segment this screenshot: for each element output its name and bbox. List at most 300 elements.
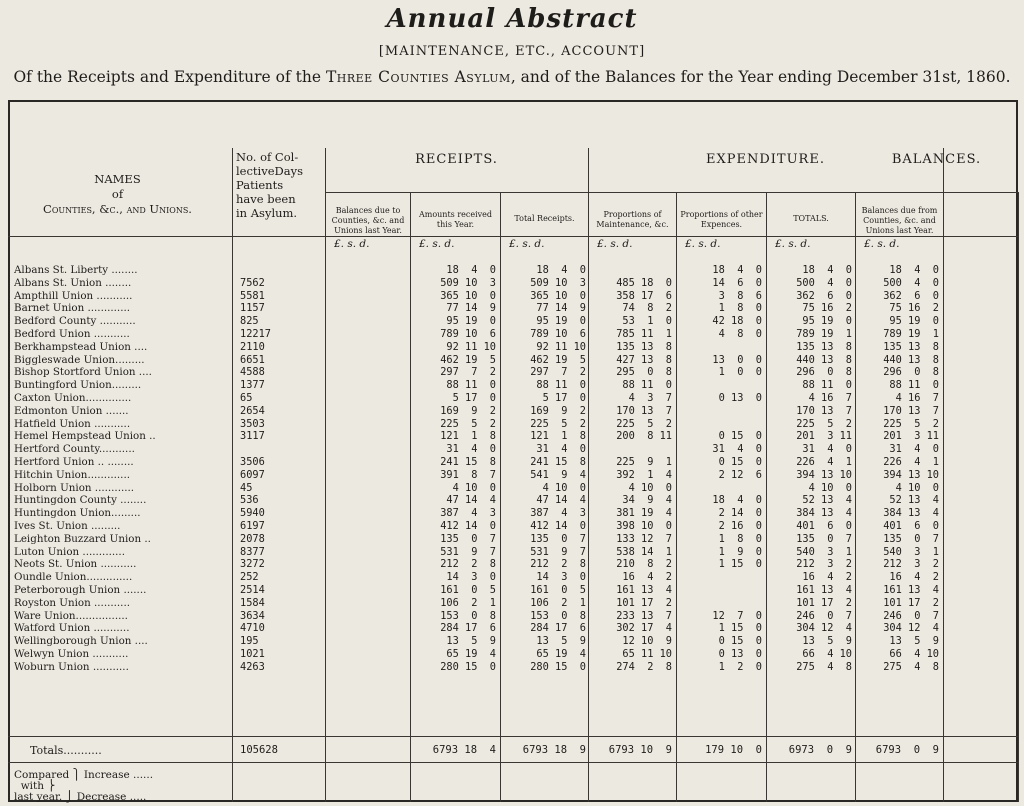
cell-days: 1377 (240, 379, 265, 392)
cell-total: 88 11 0 (536, 379, 586, 392)
cell-grand: 135 0 7 (883, 532, 939, 545)
cell-other: 0 15 0 (718, 635, 762, 648)
cell-totals: 212 3 2 (796, 558, 852, 571)
cell-other: 2 14 0 (718, 507, 762, 520)
row-name: Peterborough Union ....... (14, 583, 147, 596)
row-name: Albans St. Liberty ........ (14, 264, 138, 276)
cell-grand: 362 6 0 (883, 289, 939, 302)
cell-grand: 384 13 4 (883, 507, 939, 520)
divider (8, 762, 1018, 763)
balances-header: BALANCES. (891, 152, 982, 167)
cell-maint: 225 5 2 (616, 417, 672, 430)
compared-line2: with (20, 780, 45, 792)
cell-other: 12 7 0 (712, 609, 762, 622)
cell-recv: 225 5 2 (440, 417, 496, 430)
cell-grand: 401 6 0 (883, 519, 939, 532)
totals-label: Totals........... (30, 744, 102, 757)
subheader-total-receipts: Total Receipts. (514, 214, 575, 223)
cell-days: 4710 (240, 622, 265, 635)
cell-days (240, 264, 320, 277)
page-heading (0, 68, 1024, 86)
row-name: Luton Union ............. (14, 545, 125, 558)
cell-recv: 462 19 5 (440, 353, 496, 366)
subheader-line: Proportions of (603, 210, 662, 219)
cell-other: 1 2 0 (718, 660, 762, 673)
cell-recv: 387 4 3 (440, 507, 496, 520)
page-title: Annual Abstract (386, 4, 638, 34)
cell-days: 4588 (240, 366, 265, 379)
cell-other: 0 15 0 (718, 430, 762, 443)
cell-maint: 225 9 1 (616, 455, 672, 468)
cell-total: 365 10 0 (530, 289, 586, 302)
cell-days: 8377 (240, 545, 265, 558)
cell-total: 169 9 2 (530, 404, 586, 417)
units-label: £. s. d. (775, 238, 811, 250)
cell-grand: 225 5 2 (883, 417, 939, 430)
cell-maint: 88 11 0 (622, 379, 672, 392)
cell-other: 1 8 0 (718, 302, 762, 315)
heading-part2: , and of the Balances for the Year ending December 31st, 1860. (510, 68, 1011, 86)
row-name: Hitchin Union............. (14, 468, 130, 481)
row-name: Buntingford Union......... (14, 379, 142, 392)
cell-days: 3506 (240, 455, 265, 468)
patients-header-line: Patients (236, 178, 284, 192)
divider (500, 192, 501, 802)
compared-decrease: Decrease ..... (76, 791, 147, 803)
subheader-line: Expences. (700, 220, 743, 229)
cell-totals: 4 16 7 (808, 391, 852, 404)
cell-other: 31 4 0 (712, 443, 762, 456)
cell-other: 42 18 0 (712, 315, 762, 328)
cell-other: 1 0 0 (718, 366, 762, 379)
cell-maint: 233 13 7 (616, 609, 672, 622)
cell-maint: 135 13 8 (616, 340, 672, 353)
cell-total: 541 9 4 (530, 468, 586, 481)
cell-totals: 440 13 8 (796, 353, 852, 366)
cell-grand: 95 19 0 (889, 315, 939, 328)
row-name: Berkhampstead Union .... (14, 340, 148, 353)
subheader-line: Amounts received (418, 210, 493, 219)
cell-grand: 170 13 7 (883, 404, 939, 417)
divider (943, 148, 944, 802)
amounts-column (412, 264, 496, 674)
cell-other: 14 6 0 (712, 276, 762, 289)
cell-grand: 4 10 0 (895, 481, 939, 494)
cell-other (678, 597, 762, 610)
divider (766, 192, 767, 802)
cell-totals: 246 0 7 (796, 609, 852, 622)
units-label: £. s. d. (597, 238, 633, 250)
cell-maint: 358 17 6 (616, 289, 672, 302)
cell-total: 92 11 10 (536, 340, 586, 353)
subheader-bal-due-from (856, 206, 943, 236)
cell-other (678, 405, 762, 418)
cell-grand: 226 4 1 (883, 455, 939, 468)
cell-total: 65 19 4 (536, 647, 586, 660)
row-name: Huntingdon County ........ (14, 494, 147, 507)
subheader-prop-maint (589, 210, 676, 230)
cell-totals: 88 11 0 (802, 379, 852, 392)
cell-totals: 16 4 2 (802, 571, 852, 584)
cell-days: 6097 (240, 468, 265, 481)
cell-totals: 31 4 0 (802, 443, 852, 456)
cell-grand: 275 4 8 (883, 660, 939, 673)
cell-days: 195 (240, 635, 259, 648)
row-name: Woburn Union ........... (14, 660, 129, 673)
cell-grand: 212 3 2 (883, 558, 939, 571)
names-header (10, 172, 225, 217)
cell-other (678, 341, 762, 354)
patients-header-line: in Asylum. (236, 206, 298, 220)
cell-totals: 95 19 0 (802, 315, 852, 328)
cell-recv: 531 9 7 (440, 545, 496, 558)
cell-grand: 296 0 8 (883, 366, 939, 379)
cell-recv: 412 14 0 (440, 519, 496, 532)
cell-days (240, 443, 320, 456)
cell-recv: 13 5 9 (446, 635, 496, 648)
cell-grand: 13 5 9 (889, 635, 939, 648)
cell-days: 3117 (240, 430, 265, 443)
cell-grand: 101 17 2 (883, 596, 939, 609)
cell-grand: 66 4 10 (889, 647, 939, 660)
row-name: Wellingborough Union .... (14, 635, 148, 648)
cell-other: 2 12 6 (718, 468, 762, 481)
cell-maint (590, 443, 672, 456)
cell-totals: 101 17 2 (796, 596, 852, 609)
row-name: Hertford County........... (14, 443, 135, 456)
cell-totals: 66 4 10 (802, 647, 852, 660)
other-expences-column (678, 264, 762, 674)
cell-days: 6651 (240, 353, 265, 366)
row-name: Huntingdon Union......... (14, 507, 141, 520)
cell-maint: 785 11 1 (616, 327, 672, 340)
cell-recv: 121 1 8 (440, 430, 496, 443)
heading-counties: Three Counties Asylum (325, 68, 511, 86)
cell-other: 13 0 0 (712, 353, 762, 366)
cell-totals: 161 13 4 (796, 583, 852, 596)
cell-days: 12217 (240, 327, 271, 340)
row-name: Edmonton Union ....... (14, 404, 129, 417)
cell-grand: 540 3 1 (883, 545, 939, 558)
divider (325, 192, 1018, 193)
cell-totals: 789 19 1 (796, 327, 852, 340)
cell-days: 2110 (240, 340, 265, 353)
names-header-line1: NAMES (94, 172, 141, 186)
row-name: Hatfield Union ........... (14, 417, 131, 430)
total-receipts-column (502, 264, 586, 674)
subheader-line: Proportions of other (680, 210, 763, 219)
cell-total: 31 4 0 (536, 443, 586, 456)
row-name: Barnet Union ............. (14, 302, 131, 315)
cell-totals: 135 0 7 (796, 532, 852, 545)
cell-other: 1 8 0 (718, 532, 762, 545)
cell-totals: 13 5 9 (802, 635, 852, 648)
row-name: Welwyn Union ........... (14, 647, 129, 660)
cell-total: 241 15 8 (530, 455, 586, 468)
subheader-line: Unions last Year. (865, 226, 934, 235)
cell-days: 2078 (240, 532, 265, 545)
cell-recv: 280 15 0 (440, 660, 496, 673)
cell-maint: 101 17 2 (616, 596, 672, 609)
cell-recv: 169 9 2 (440, 404, 496, 417)
divider (588, 148, 589, 802)
cell-days: 45 (240, 481, 253, 494)
cell-maint: 4 3 7 (628, 391, 672, 404)
row-name: Hemel Hempstead Union .. (14, 430, 156, 443)
cell-recv: 47 14 4 (446, 494, 496, 507)
cell-days: 3634 (240, 609, 265, 622)
cell-recv: 153 0 8 (440, 609, 496, 622)
row-name: Watford Union ........... (14, 622, 130, 635)
cell-total: 161 0 5 (530, 583, 586, 596)
cell-total: 14 3 0 (536, 571, 586, 584)
cell-recv: 31 4 0 (446, 443, 496, 456)
row-name: Ware Union................ (14, 609, 128, 622)
cell-total: 284 17 6 (530, 622, 586, 635)
cell-total: 77 14 9 (536, 302, 586, 315)
row-name: Royston Union ........... (14, 596, 131, 609)
divider (8, 736, 1018, 737)
cell-days: 7562 (240, 276, 265, 289)
cell-days: 3272 (240, 558, 265, 571)
names-header-line2: of (111, 187, 124, 201)
cell-recv: 77 14 9 (446, 302, 496, 315)
compared-line1: Compared (14, 769, 70, 781)
cell-grand: 88 11 0 (889, 379, 939, 392)
row-name: Bedford Union ........... (14, 327, 130, 340)
cell-totals: 18 4 0 (802, 264, 852, 276)
names-column (14, 264, 234, 674)
totals-totals: 6973 0 9 (788, 744, 852, 756)
days-column (240, 264, 320, 674)
cell-other: 18 4 0 (712, 494, 762, 507)
cell-total: 121 1 8 (530, 430, 586, 443)
row-name: Hertford Union .. ........ (14, 455, 134, 468)
cell-total: 387 4 3 (530, 507, 586, 520)
cell-total: 280 15 0 (530, 660, 586, 673)
cell-totals: 201 3 11 (796, 430, 852, 443)
cell-totals: 4 10 0 (808, 481, 852, 494)
cell-days: 252 (240, 571, 259, 584)
cell-grand: 246 0 7 (883, 609, 939, 622)
cell-days: 3503 (240, 417, 265, 430)
divider (410, 192, 411, 802)
row-name: Ives St. Union ......... (14, 519, 121, 532)
cell-recv: 789 10 6 (440, 327, 496, 340)
subheader-line: Maintenance, &c. (596, 220, 669, 229)
cell-total: 509 10 3 (530, 276, 586, 289)
cell-total: 412 14 0 (530, 519, 586, 532)
units-label: £. s. d. (685, 238, 721, 250)
cell-days: 2514 (240, 583, 265, 596)
row-name: Holborn Union ............ (14, 481, 135, 494)
cell-recv: 212 2 8 (440, 558, 496, 571)
cell-other (678, 379, 762, 392)
cell-recv: 391 8 7 (440, 468, 496, 481)
subheader-line: Unions last Year. (334, 226, 402, 235)
cell-other (678, 482, 762, 495)
cell-totals: 304 12 4 (796, 622, 852, 635)
cell-maint: 74 8 2 (622, 302, 672, 315)
compared-line3: last year. (14, 791, 63, 803)
cell-days: 1584 (240, 596, 265, 609)
cell-total: 106 2 1 (530, 596, 586, 609)
row-name: Leighton Buzzard Union .. (14, 532, 151, 545)
cell-totals: 540 3 1 (796, 545, 852, 558)
subheader-totals: TOTALS. (793, 214, 829, 223)
cell-maint: 427 13 8 (616, 353, 672, 366)
cell-maint (590, 264, 672, 277)
cell-maint: 34 9 4 (622, 494, 672, 507)
units-label: £. s. d. (509, 238, 545, 250)
cell-grand: 394 13 10 (883, 468, 939, 481)
subheader-bal-due (326, 206, 410, 236)
cell-maint: 485 18 0 (616, 276, 672, 289)
cell-maint: 53 1 0 (622, 315, 672, 328)
cell-days: 6197 (240, 519, 265, 532)
patients-header-line: No. of Col- (236, 150, 299, 164)
units-label: £. s. d. (334, 238, 370, 250)
cell-other (678, 584, 762, 597)
cell-maint: 538 14 1 (616, 545, 672, 558)
cell-days: 5581 (240, 289, 265, 302)
compared-increase: Increase ...... (83, 769, 154, 781)
cell-maint: 133 12 7 (616, 532, 672, 545)
cell-recv: 88 11 0 (446, 379, 496, 392)
cell-days: 1157 (240, 302, 265, 315)
cell-grand: 789 19 1 (883, 327, 939, 340)
totals-other: 179 10 0 (705, 744, 762, 756)
cell-other (678, 571, 762, 584)
cell-maint: 381 19 4 (616, 507, 672, 520)
cell-totals: 401 6 0 (796, 519, 852, 532)
page-subtitle: [MAINTENANCE, ETC., ACCOUNT] (378, 44, 646, 59)
cell-recv: 95 19 0 (446, 315, 496, 328)
cell-recv: 297 7 2 (440, 366, 496, 379)
cell-total: 531 9 7 (530, 545, 586, 558)
row-name: Oundle Union.............. (14, 571, 133, 584)
cell-total: 135 0 7 (530, 532, 586, 545)
cell-other: 1 15 0 (718, 558, 762, 571)
cell-total: 462 19 5 (530, 353, 586, 366)
divider (1018, 192, 1019, 802)
cell-days: 5940 (240, 507, 265, 520)
cell-maint: 398 10 0 (616, 519, 672, 532)
receipts-header: RECEIPTS. (415, 152, 498, 167)
cell-total: 47 14 4 (536, 494, 586, 507)
cell-days: 2654 (240, 404, 265, 417)
divider (676, 192, 677, 802)
cell-grand: 304 12 4 (883, 622, 939, 635)
cell-other: 0 13 0 (718, 647, 762, 660)
cell-days: 65 (240, 391, 253, 404)
cell-maint: 302 17 4 (616, 622, 672, 635)
cell-totals: 226 4 1 (796, 455, 852, 468)
names-header-line3: Counties, &c., and Unions. (43, 202, 192, 216)
cell-other: 0 13 0 (718, 391, 762, 404)
cell-other: 1 9 0 (718, 545, 762, 558)
maintenance-column (590, 264, 672, 674)
cell-maint: 65 11 10 (622, 647, 672, 660)
cell-days: 1021 (240, 647, 265, 660)
cell-maint: 12 10 9 (622, 635, 672, 648)
cell-totals: 362 6 0 (796, 289, 852, 302)
grand-totals-column (857, 264, 939, 674)
cell-total: 5 17 0 (542, 391, 586, 404)
cell-grand: 500 4 0 (883, 276, 939, 289)
cell-maint: 200 8 11 (616, 430, 672, 443)
cell-grand: 16 4 2 (889, 571, 939, 584)
cell-other (678, 418, 762, 431)
cell-maint: 295 0 8 (616, 366, 672, 379)
patients-header-line: lectiveDays (236, 164, 304, 178)
patients-header (236, 150, 322, 220)
cell-total: 18 4 0 (536, 264, 586, 276)
totals-maint: 6793 10 9 (608, 744, 672, 756)
expenditure-header: EXPENDITURE. (706, 152, 825, 167)
cell-recv: 135 0 7 (440, 532, 496, 545)
cell-recv: 106 2 1 (440, 596, 496, 609)
subheader-line: Counties, &c. and (863, 216, 936, 225)
row-name: Albans St. Union ........ (14, 276, 132, 289)
cell-other: 4 8 0 (718, 327, 762, 340)
cell-totals: 225 5 2 (796, 417, 852, 430)
cell-maint: 161 13 4 (616, 583, 672, 596)
cell-days: 825 (240, 315, 259, 328)
cell-total: 13 5 9 (536, 635, 586, 648)
cell-totals: 170 13 7 (796, 404, 852, 417)
subheader-amounts (411, 210, 500, 230)
cell-total: 4 10 0 (542, 481, 586, 494)
cell-other: 2 16 0 (718, 519, 762, 532)
units-label: £. s. d. (864, 238, 900, 250)
cell-grand: 52 13 4 (889, 494, 939, 507)
cell-total: 95 19 0 (536, 315, 586, 328)
cell-maint: 210 8 2 (616, 558, 672, 571)
heading-part1: Of the Receipts and Expenditure of the (13, 68, 326, 86)
cell-days: 536 (240, 494, 259, 507)
cell-total: 225 5 2 (530, 417, 586, 430)
units-label: £. s. d. (419, 238, 455, 250)
compared-block: Compared ⎫ Increase ...... with ⎬ last year. ⎭ Decrease ..... (14, 769, 154, 803)
row-name: Neots St. Union ........... (14, 558, 137, 571)
row-name: Caxton Union.............. (14, 391, 132, 404)
patients-header-line: have been (236, 192, 296, 206)
subheader-line: this Year. (436, 220, 475, 229)
cell-totals: 500 4 0 (796, 276, 852, 289)
cell-recv: 241 15 8 (440, 455, 496, 468)
totals-recv: 6793 18 4 (432, 744, 496, 756)
cell-recv: 18 4 0 (446, 264, 496, 276)
cell-recv: 65 19 4 (446, 647, 496, 660)
cell-maint: 392 1 4 (616, 468, 672, 481)
cell-total: 212 2 8 (530, 558, 586, 571)
cell-grand: 31 4 0 (889, 443, 939, 456)
row-name: Bishop Stortford Union .... (14, 366, 152, 379)
cell-grand: 75 16 2 (889, 302, 939, 315)
cell-totals: 296 0 8 (796, 366, 852, 379)
cell-other: 1 15 0 (718, 622, 762, 635)
cell-total: 153 0 8 (530, 609, 586, 622)
cell-other: 18 4 0 (712, 264, 762, 276)
cell-recv: 14 3 0 (446, 571, 496, 584)
cell-totals: 52 13 4 (802, 494, 852, 507)
totals-days: 105628 (240, 744, 278, 756)
cell-other: 0 15 0 (718, 455, 762, 468)
subheader-prop-other (677, 210, 766, 230)
cell-maint: 4 10 0 (628, 481, 672, 494)
cell-recv: 5 17 0 (452, 391, 496, 404)
